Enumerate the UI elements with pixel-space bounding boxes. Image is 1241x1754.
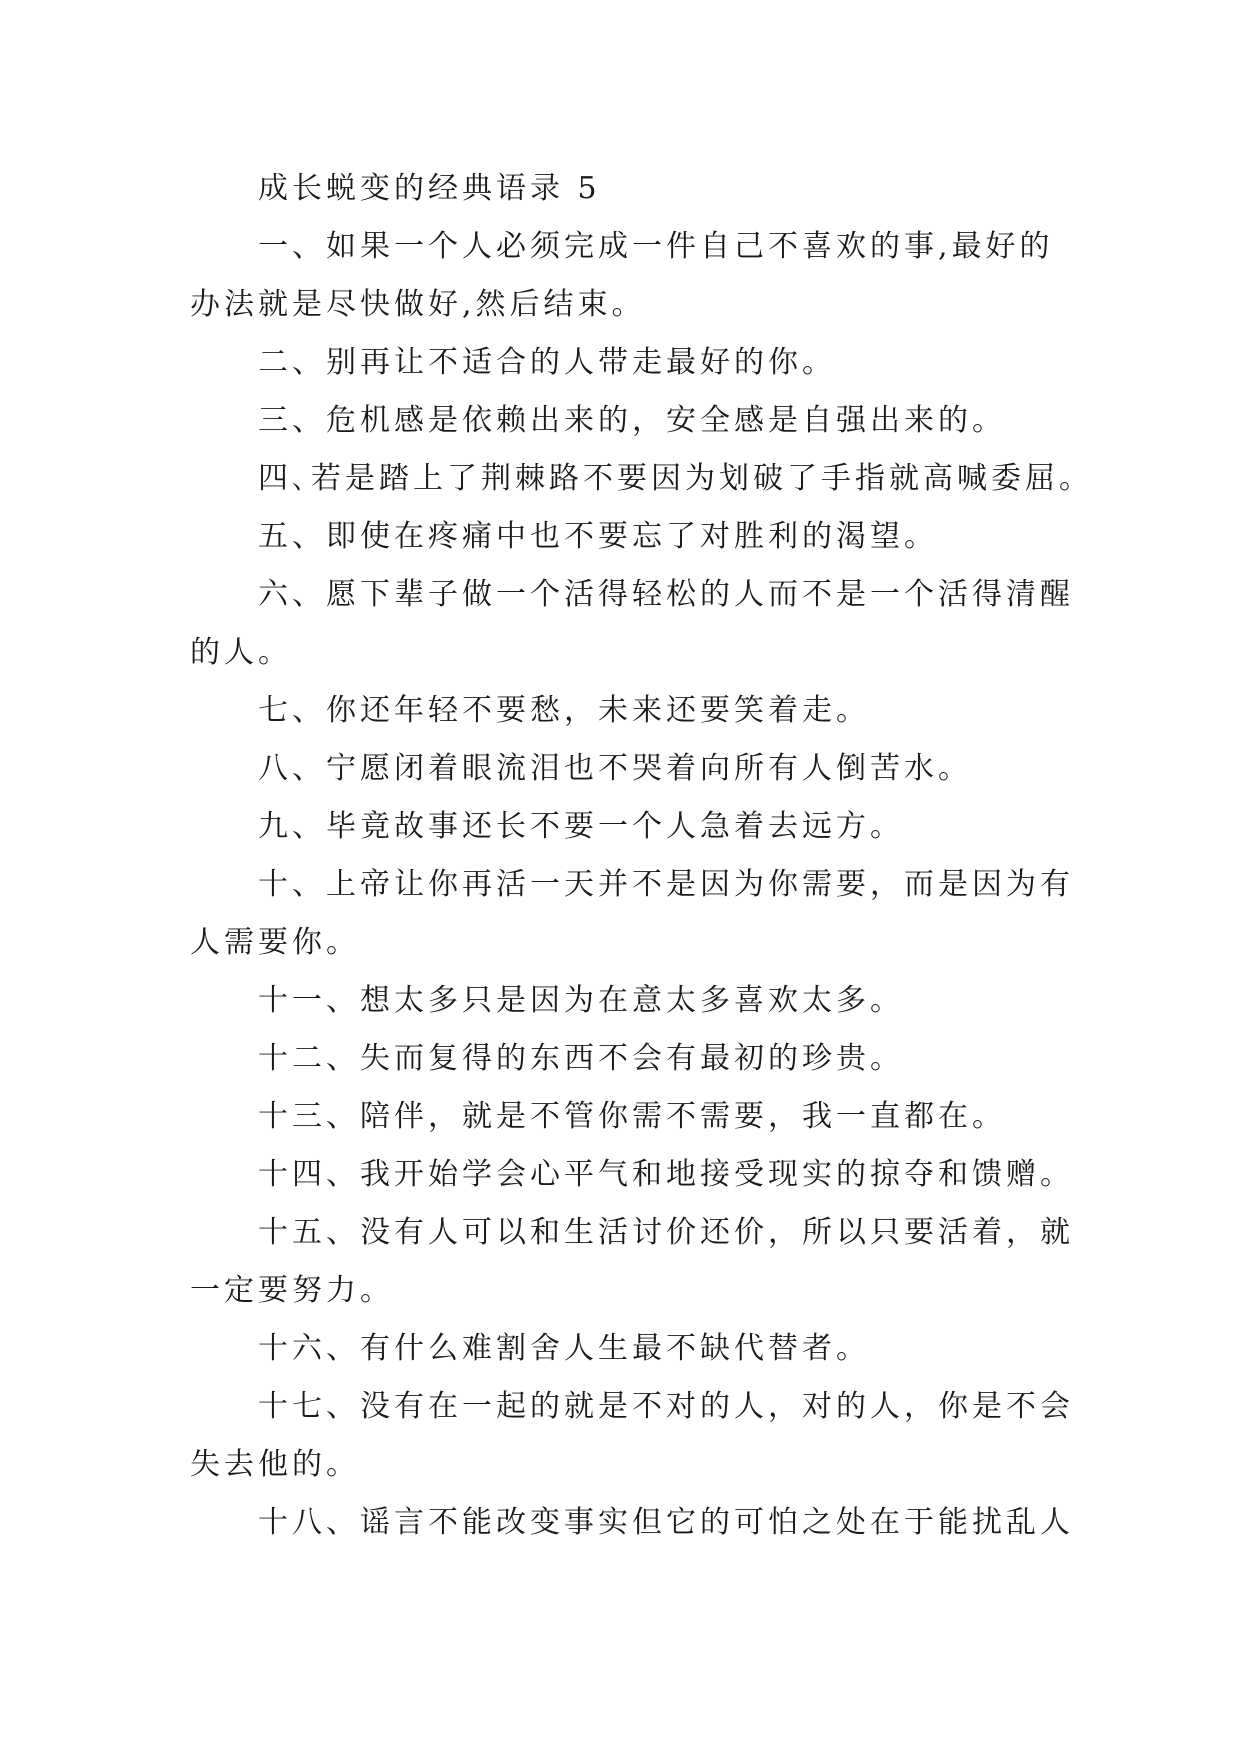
document-title: 成长蜕变的经典语录 5 (258, 171, 601, 206)
paragraph-7 (190, 682, 1070, 740)
paragraph-15 (190, 1204, 1074, 1320)
paragraph-line: 十一、想太多只是因为在意太多喜欢太多。 (258, 983, 904, 1018)
paragraph-4 (190, 450, 1093, 508)
paragraph-line: 的人。 (190, 635, 292, 670)
paragraph-3 (190, 392, 1070, 450)
paragraph-12 (190, 1030, 1070, 1088)
paragraph-line: 办法就是尽快做好,然后结束。 (190, 287, 646, 322)
paragraph-line: 十二、失而复得的东西不会有最初的珍贵。 (258, 1041, 904, 1076)
paragraph-10 (190, 856, 1074, 972)
paragraph-line: 八、宁愿闭着眼流泪也不哭着向所有人倒苦水。 (258, 751, 972, 786)
paragraph-line: 七、你还年轻不要愁，未来还要笑着走。 (258, 693, 870, 728)
paragraph-6 (190, 566, 1074, 682)
paragraph-line: 五、即使在疼痛中也不要忘了对胜利的渴望。 (258, 519, 938, 554)
paragraph-14 (190, 1146, 1074, 1204)
paragraph-line: 十四、我开始学会心平气和地接受现实的掠夺和馈赠。 (258, 1157, 1074, 1192)
paragraph-5 (190, 508, 1070, 566)
paragraph-1 (190, 218, 1070, 334)
paragraph-11 (190, 972, 1070, 1030)
paragraph-16 (190, 1320, 1070, 1378)
paragraph-8 (190, 740, 1070, 798)
paragraph-line: 十八、谣言不能改变事实但它的可怕之处在于能扰乱人 (258, 1505, 1074, 1540)
paragraph-line: 十六、有什么难割舍人生最不缺代替者。 (258, 1331, 870, 1366)
paragraph-line: 十五、没有人可以和生活讨价还价，所以只要活着，就 (258, 1215, 1074, 1250)
paragraph-line: 人需要你。 (190, 925, 360, 960)
paragraph-line: 十、上帝让你再活一天并不是因为你需要，而是因为有 (258, 867, 1074, 902)
paragraph-line: 十七、没有在一起的就是不对的人，对的人，你是不会 (258, 1389, 1074, 1424)
paragraph-13 (190, 1088, 1070, 1146)
paragraph-line: 四､若是踏上了荆棘路不要因为划破了手指就高喊委屈。 (258, 461, 1093, 496)
paragraph-line: 二、别再让不适合的人带走最好的你。 (258, 345, 836, 380)
paragraph-2 (190, 334, 1070, 392)
paragraph-9 (190, 798, 1070, 856)
paragraph-line: 十三、陪伴，就是不管你需不需要，我一直都在。 (258, 1099, 1006, 1134)
paragraph-line: 三、危机感是依赖出来的，安全感是自强出来的。 (258, 403, 1006, 438)
paragraph-18 (190, 1494, 1074, 1552)
paragraph-line: 一、如果一个人必须完成一件自己不喜欢的事,最好的 (258, 229, 1054, 264)
paragraph-line: 六、愿下辈子做一个活得轻松的人而不是一个活得清醒 (258, 577, 1074, 612)
paragraph-line: 失去他的。 (190, 1447, 360, 1482)
paragraph-line: 一定要努力。 (190, 1273, 394, 1308)
document-body (190, 160, 1093, 1552)
paragraph-17 (190, 1378, 1074, 1494)
paragraph-line: 九、毕竟故事还长不要一个人急着去远方。 (258, 809, 904, 844)
